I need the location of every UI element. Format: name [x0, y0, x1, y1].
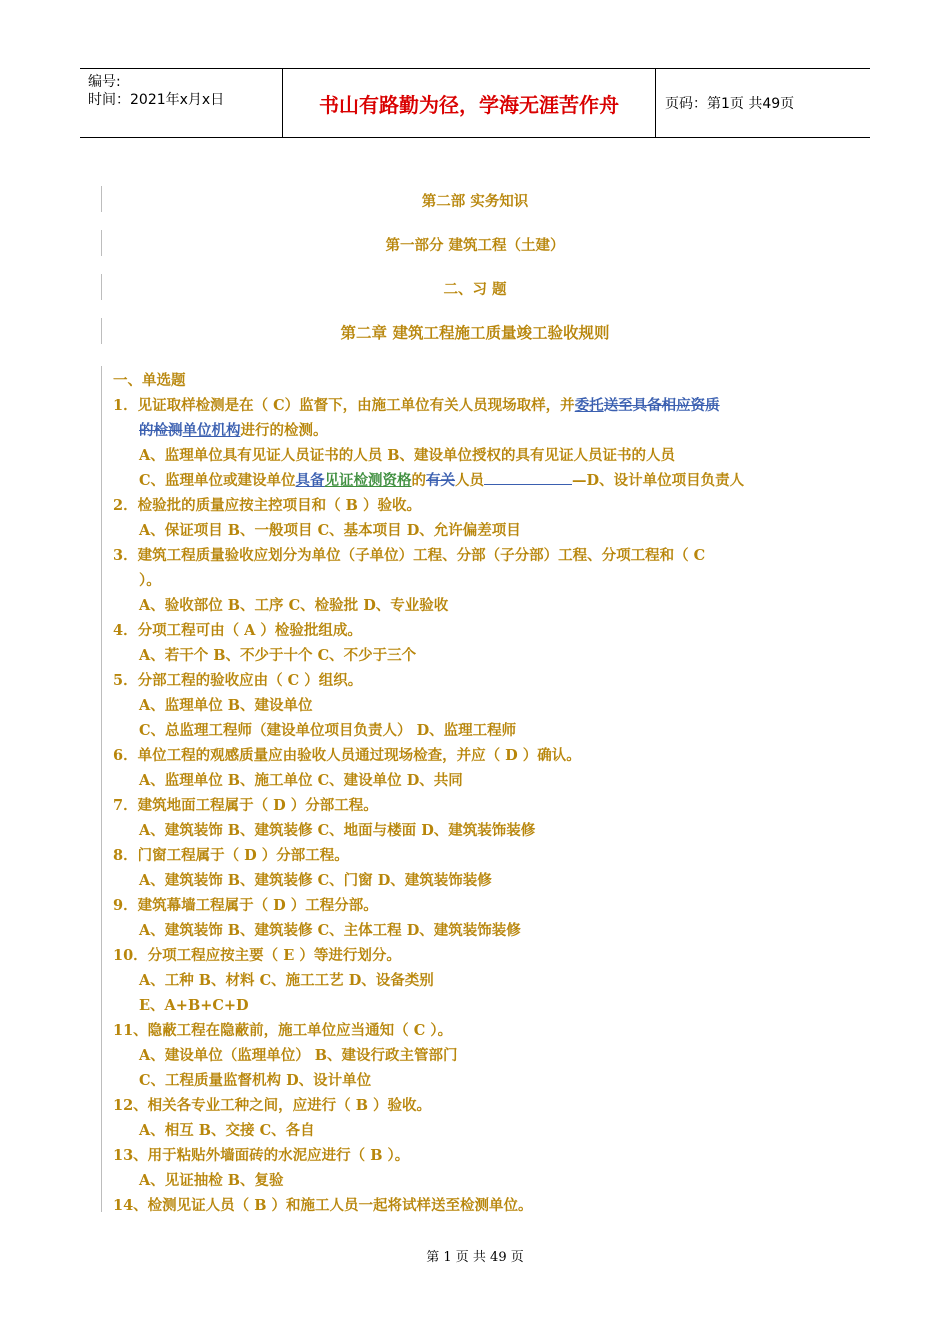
margin-mark: [101, 318, 102, 344]
margin-mark: [101, 230, 102, 256]
question-line: 2．检验批的质量应按主控项目和（ B ）验收。: [113, 497, 421, 514]
margin-mark: [101, 366, 102, 1212]
margin-mark: [101, 274, 102, 300]
question-line: 4．分项工程可由（ A ）检验批组成。: [113, 622, 362, 639]
question-1-line-2: 的检测单位机构进行的检测。: [139, 422, 328, 439]
option-line: A、保证项目 B、一般项目 C、基本项目 D、允许偏差项目: [139, 522, 521, 539]
question-line: 7．建筑地面工程属于（ D ）分部工程。: [113, 797, 378, 814]
question-line: 3．建筑工程质量验收应划分为单位（子单位）工程、分部（子分部）工程、分项工程和（ C: [113, 547, 706, 564]
question-line: 5．分部工程的验收应由（ C ）组织。: [113, 672, 363, 689]
option-line: A、若干个 B、不少于十个 C、不少于三个: [139, 647, 417, 664]
option-line: C、工程质量监督机构 D、设计单位: [139, 1072, 372, 1089]
header-table: [80, 68, 870, 138]
question-1-options-1: A、监理单位具有见证人员证书的人员 B、建设单位授权的具有见证人员证书的人员: [139, 447, 676, 464]
option-line: A、验收部位 B、工序 C、检验批 D、专业验收: [139, 597, 449, 614]
question-1-line-1: 1．见证取样检测是在（ C）监督下，由施工单位有关人员现场取样，并委托送至具备相应资质: [113, 397, 720, 414]
question-1-options-2: C、监理单位或建设单位具备见证检测资格的有关人员 —D、设计单位项目负责人: [139, 472, 745, 489]
option-line: A、建筑装饰 B、建筑装修 C、主体工程 D、建筑装饰装修: [139, 922, 521, 939]
question-line-cont: ）。: [139, 572, 161, 589]
option-line: A、监理单位 B、施工单位 C、建设单位 D、共同: [139, 772, 463, 789]
header-left-cell: [80, 69, 282, 137]
question-line: 13、用于粘贴外墙面砖的水泥应进行（ B ）。: [113, 1147, 410, 1164]
question-line: 6．单位工程的观感质量应由验收人员通过现场检查，并应（ D ）确认。: [113, 747, 581, 764]
header-page-info: 页码：第1页 共49页: [665, 96, 795, 112]
question-line: 8．门窗工程属于（ D ）分部工程。: [113, 847, 349, 864]
question-line: 11、隐蔽工程在隐蔽前，施工单位应当通知（ C ）。: [113, 1022, 453, 1039]
heading-part1: 第一部分 建筑工程（土建）: [385, 237, 565, 254]
question-line: 12、相关各专业工种之间，应进行（ B ）验收。: [113, 1097, 432, 1114]
question-list: [113, 368, 843, 1218]
option-line: A、建筑装饰 B、建筑装修 C、地面与楼面 D、建筑装饰装修: [139, 822, 536, 839]
heading-exercise: 二、习 题: [443, 281, 507, 298]
option-line: A、工种 B、材料 C、施工工艺 D、设备类别: [139, 972, 434, 989]
time-label: 时间：2021年x月x日: [88, 92, 225, 108]
margin-mark: [101, 186, 102, 212]
motto: 书山有路勤为径，学海无涯苦作舟: [282, 69, 656, 137]
question-line: 9．建筑幕墙工程属于（ D ）工程分部。: [113, 897, 378, 914]
heading-part2: 第二部 实务知识: [421, 193, 529, 210]
option-line: C、总监理工程师（建设单位项目负责人） D、监理工程师: [139, 722, 517, 739]
question-line: 10．分项工程应按主要（ E ）等进行划分。: [113, 947, 401, 964]
option-line: A、相互 B、交接 C、各自: [139, 1122, 315, 1139]
option-line: E、A+B+C+D: [139, 997, 249, 1014]
question-line: 14、检测见证人员（ B ）和施工人员一起将试样送至检测单位。: [113, 1197, 533, 1214]
serial-label: 编号:: [88, 74, 121, 90]
option-line: A、建筑装饰 B、建筑装修 C、门窗 D、建筑装饰装修: [139, 872, 492, 889]
option-line: A、建设单位（监理单位） B、建设行政主管部门: [139, 1047, 458, 1064]
section-title: 一、单选题: [113, 372, 186, 389]
option-line: A、见证抽检 B、复验: [139, 1172, 284, 1189]
heading-chapter: 第二章 建筑工程施工质量竣工验收规则: [340, 323, 610, 342]
page-footer: 第 1 页 共 49 页: [426, 1250, 524, 1265]
option-line: A、监理单位 B、建设单位: [139, 697, 313, 714]
answer-blank: [484, 470, 572, 485]
